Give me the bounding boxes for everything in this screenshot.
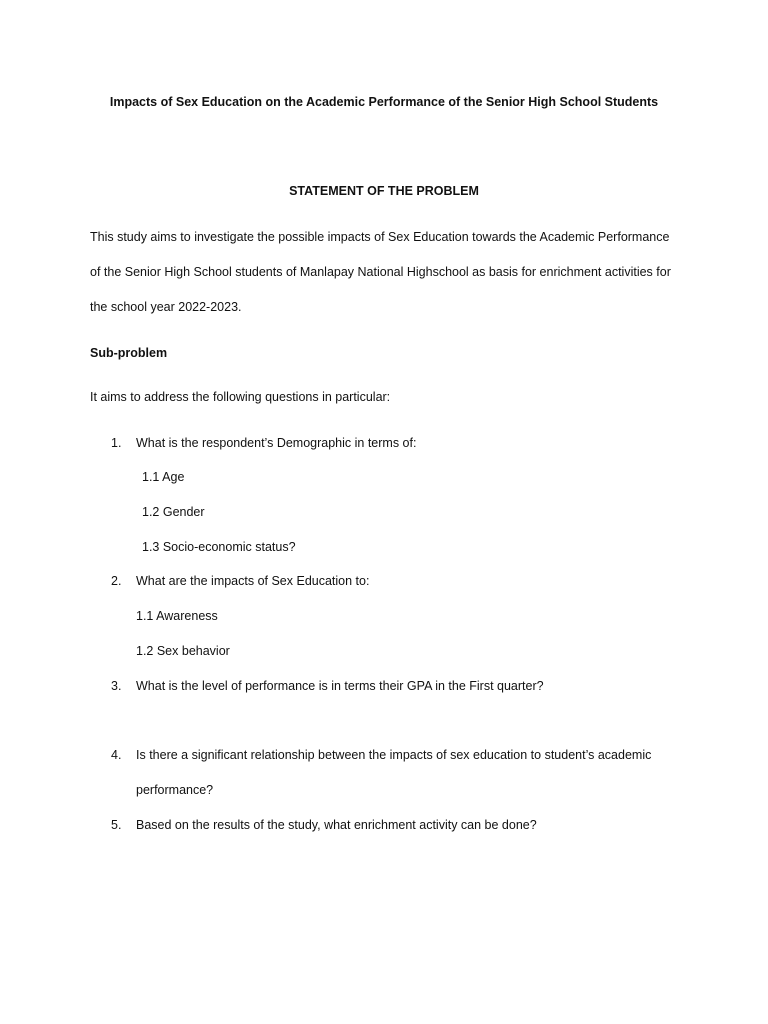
question-1-subitem-2: 1.2 Gender: [142, 505, 205, 519]
question-4-continuation: performance?: [136, 783, 214, 797]
question-3-text: What is the level of performance is in terms their GPA in the First quarter?: [136, 679, 544, 693]
question-5-text: Based on the results of the study, what enrichment activity can be done?: [136, 818, 537, 832]
intro-line-3: the school year 2022-2023.: [90, 300, 242, 314]
question-1-text: What is the respondent’s Demographic in terms of:: [136, 436, 417, 450]
question-2-subitem-1: 1.1 Awareness: [136, 609, 218, 623]
question-1-number: 1.: [111, 436, 122, 450]
question-2-subitem-2: 1.2 Sex behavior: [136, 644, 230, 658]
subproblem-heading: Sub-problem: [90, 346, 168, 360]
intro-line-2: of the Senior High School students of Manlapay National Highschool as basis for enrichment activities for: [90, 265, 671, 279]
question-2-text: What are the impacts of Sex Education to:: [136, 574, 370, 588]
section-heading: STATEMENT OF THE PROBLEM: [289, 184, 479, 198]
question-3-number: 3.: [111, 679, 122, 693]
question-4-text: Is there a significant relationship between the impacts of sex education to student’s academic: [136, 748, 652, 762]
question-1-subitem-3: 1.3 Socio-economic status?: [142, 540, 296, 554]
question-2-number: 2.: [111, 574, 122, 588]
question-5-number: 5.: [111, 818, 122, 832]
questions-intro: It aims to address the following questions in particular:: [90, 390, 391, 404]
question-1-subitem-1: 1.1 Age: [142, 470, 185, 484]
question-4-number: 4.: [111, 748, 122, 762]
document-title: Impacts of Sex Education on the Academic Performance of the Senior High School Students: [109, 95, 659, 109]
intro-line-1: This study aims to investigate the possible impacts of Sex Education towards the Academic Performance: [90, 230, 670, 244]
